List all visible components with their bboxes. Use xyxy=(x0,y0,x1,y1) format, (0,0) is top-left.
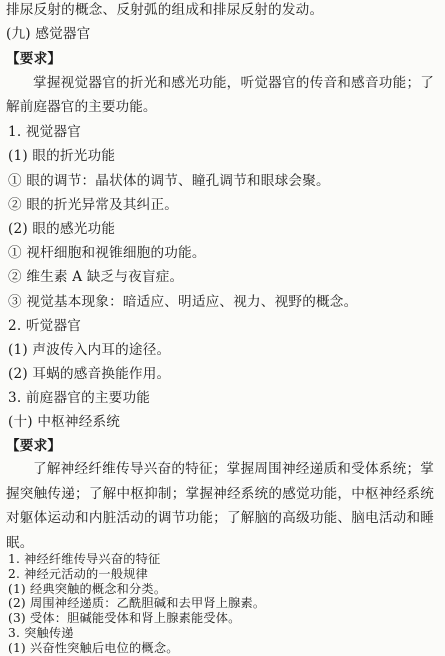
outline-item: 1. 神经纤维传导兴奋的特征 xyxy=(8,552,161,566)
section-heading: (十) 中枢神经系统 xyxy=(8,414,121,430)
outline-item: 2. 听觉器官 xyxy=(8,318,82,334)
outline-item: 3. 前庭器官的主要功能 xyxy=(8,390,151,406)
outline-item: ① 眼的调节：晶状体的调节、瞳孔调节和眼球会聚。 xyxy=(8,173,330,189)
outline-item: (2) 周围神经递质：乙酰胆碱和去甲肾上腺素。 xyxy=(8,596,266,611)
requirements-paragraph: 了解神经纤维传导兴奋的特征；掌握周围神经递质和受体系统；掌握突触传递；了解中枢抑制；掌握神经系统的感觉功能，中枢神经系统对躯体运动和内脏活动的调节功能；了解脑的高级功能、脑电活动和睡眠。 xyxy=(6,461,434,551)
outline-item: ② 维生素 A 缺乏与夜盲症。 xyxy=(8,269,184,285)
outline-item: (3) 受体：胆碱能受体和肾上腺素能受体。 xyxy=(8,611,241,626)
outline-item: (2) 眼的感光功能 xyxy=(8,221,116,237)
outline-item: ③ 视觉基本现象：暗适应、明适应、视力、视野的概念。 xyxy=(8,294,358,310)
outline-item: (1) 兴奋性突触后电位的概念。 xyxy=(8,640,179,655)
outline-item: ② 眼的折光异常及其纠正。 xyxy=(8,197,179,213)
outline-item: (2) 耳蜗的感音换能作用。 xyxy=(8,366,171,382)
text-line: 排尿反射的概念、反射弧的组成和排尿反射的发动。 xyxy=(6,2,324,18)
section-heading: (九) 感觉器官 xyxy=(6,26,91,42)
outline-item: (1) 经典突触的概念和分类。 xyxy=(8,581,167,596)
outline-item: 3. 突触传递 xyxy=(8,626,74,640)
outline-item: ① 视杆细胞和视锥细胞的功能。 xyxy=(8,245,206,261)
requirements-heading: 【要求】 xyxy=(6,51,62,67)
outline-item: (1) 眼的折光功能 xyxy=(8,148,116,164)
outline-item: 1. 视觉器官 xyxy=(8,124,82,140)
outline-item: 2. 神经元活动的一般规律 xyxy=(8,566,148,581)
requirements-paragraph: 掌握视觉器官的折光和感光功能，听觉器官的传音和感音功能；了解前庭器官的主要功能。 xyxy=(6,75,434,116)
requirements-heading: 【要求】 xyxy=(6,438,62,454)
outline-item: (1) 声波传入内耳的途径。 xyxy=(8,342,171,358)
